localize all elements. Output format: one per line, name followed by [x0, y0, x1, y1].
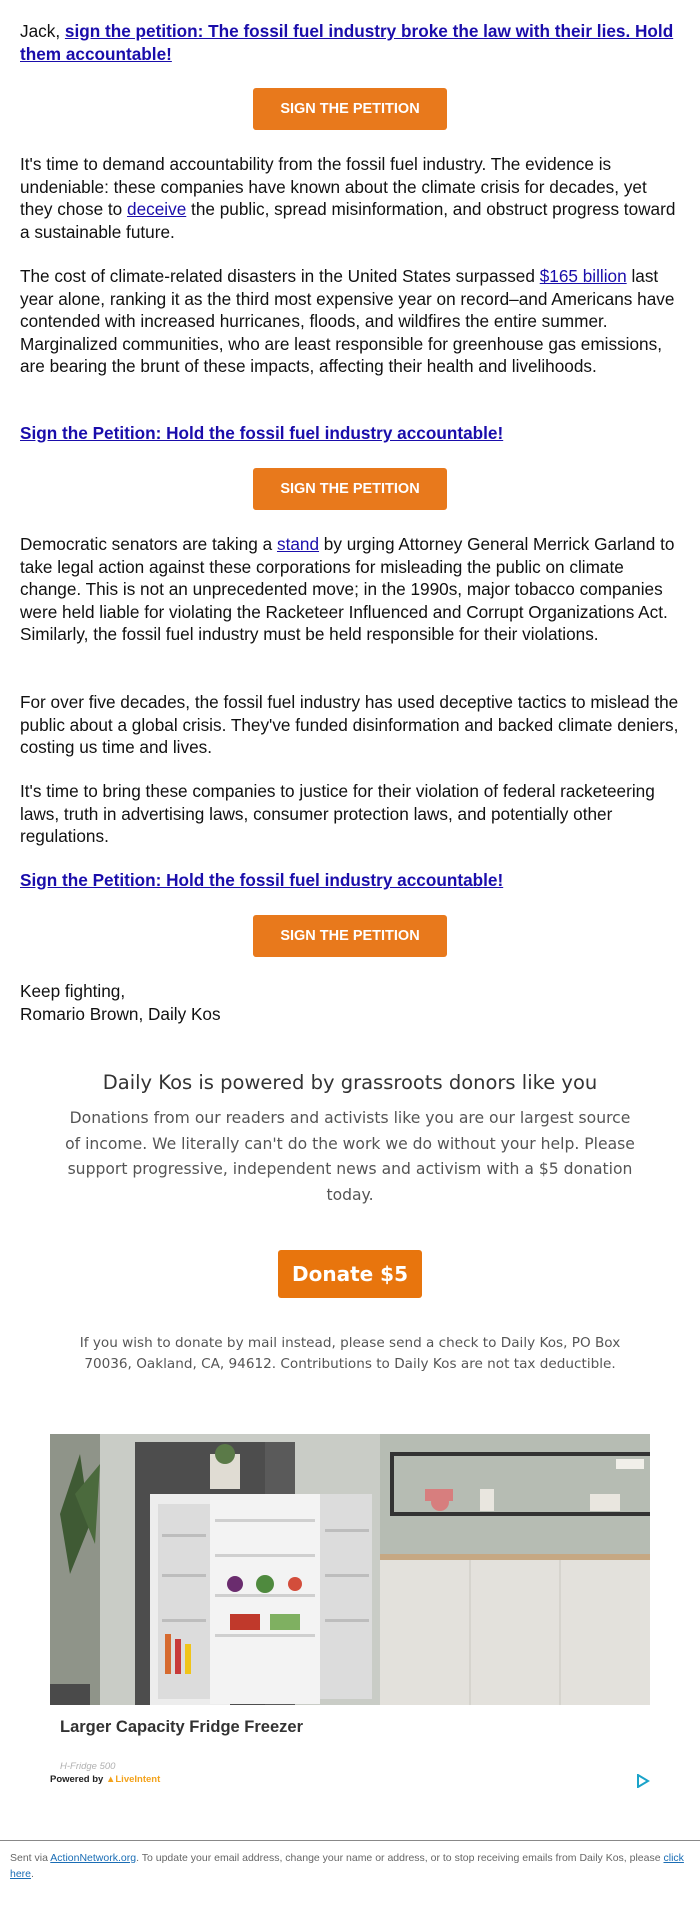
- paragraph-text: Democratic senators are taking a: [20, 534, 277, 554]
- liveintent-logo-icon: ▲: [105, 1774, 116, 1785]
- donate-button[interactable]: Donate $5: [278, 1250, 422, 1298]
- actionnetwork-link[interactable]: ActionNetwork.org: [50, 1852, 137, 1864]
- paragraph-text: the public, spread misinformation, and obstruct progress toward a sustainable future.: [20, 199, 676, 242]
- sign-petition-button-1[interactable]: SIGN THE PETITION: [253, 88, 447, 130]
- signoff-line-1: Keep fighting,: [20, 981, 126, 1001]
- deceive-link[interactable]: deceive: [127, 199, 187, 219]
- donor-section: [0, 1071, 700, 1208]
- advertisement[interactable]: [50, 1434, 650, 1785]
- mail-note-wrap: [0, 1333, 700, 1374]
- paragraph-accountability: [20, 153, 680, 243]
- donor-body: Donations from our readers and activists like you are our largest source of income. We literally can't do the work we do without your help. Please support progressive, independent news and activism with a $5 donation today.: [65, 1109, 635, 1204]
- paragraph-senators: [20, 533, 680, 646]
- paragraph-cost: [20, 265, 680, 378]
- powered-by-label: Powered by: [50, 1774, 104, 1785]
- petition-button-wrap-3: [20, 915, 680, 957]
- cta-petition-link-1[interactable]: Sign the Petition: Hold the fossil fuel industry accountable!: [20, 423, 504, 443]
- unsubscribe-link[interactable]: click here: [10, 1852, 684, 1880]
- stand-link[interactable]: stand: [276, 534, 320, 554]
- paragraph-text: last year alone, ranking it as the third most expensive year on record–and Americans have contended with increased hurricanes, floods, and wildfires the entire summer. Marginalized communities, who are least responsible for greenhouse gas emissions, are bearing the brunt of these impacts, affecting their health and livelihoods.: [20, 266, 675, 376]
- petition-button-wrap-1: [20, 88, 680, 130]
- cta-paragraph-1: [20, 422, 680, 445]
- paragraph-text: by urging Attorney General Merrick Garland to take legal action against these corporations for misleading the public on climate change. This is not an unprecedented move; in the 1990s, major tobacco companies were held liable for violating the Racketeer Influenced and Corrupt Organizations Act. Similarly, the fossil fuel industry must be held responsible for their violations.: [20, 534, 675, 644]
- signoff: [20, 980, 680, 1025]
- sign-petition-button-2[interactable]: SIGN THE PETITION: [253, 468, 447, 510]
- cta-paragraph-2: [20, 869, 680, 892]
- donate-button-wrap: [0, 1250, 700, 1298]
- paragraph-justice: It's time to bring these companies to justice for their violation of federal racketeering laws, truth in advertising laws, consumer protection laws, and potentially other regulations.: [20, 781, 655, 846]
- paragraph-five-decades: For over five decades, the fossil fuel industry has used deceptive tactics to mislead the public about a global crisis. They've funded disinformation and backed climate deniers, costing us time and lives.: [20, 692, 679, 757]
- paragraph-text: It's time to demand accountability from the fossil fuel industry. The evidence is undeniable: these companies have known about the climate crisis for decades, yet they chose to: [20, 154, 647, 219]
- footer: [10, 1850, 690, 1882]
- signoff-line-2: Romario Brown, Daily Kos: [20, 1003, 221, 1024]
- petition-intro-link[interactable]: sign the petition: The fossil fuel industry broke the law with their lies. Hold them accountable!: [20, 21, 674, 64]
- donor-title: Daily Kos is powered by grassroots donors like you: [102, 1071, 598, 1094]
- liveintent-brand: LiveIntent: [115, 1774, 161, 1785]
- greeting: Jack,: [20, 21, 65, 41]
- petition-button-wrap-2: [20, 468, 680, 510]
- billion-link[interactable]: $165 billion: [539, 266, 627, 286]
- ad-sponsor: H-Fridge 500: [60, 1761, 116, 1772]
- powered-by[interactable]: [50, 1774, 160, 1785]
- fridge-ad-image[interactable]: [50, 1434, 650, 1705]
- mail-donation-note: If you wish to donate by mail instead, please send a check to Daily Kos, PO Box 70036, Oakland, CA, 94612. Contributions to Daily Kos are not tax deductible.: [79, 1335, 621, 1372]
- cta-petition-link-2[interactable]: Sign the Petition: Hold the fossil fuel industry accountable!: [20, 870, 504, 890]
- footer-divider: [0, 1840, 700, 1841]
- intro-paragraph: [20, 20, 680, 65]
- sign-petition-button-3[interactable]: SIGN THE PETITION: [253, 915, 447, 957]
- footer-text: . To update your email address, change your name or address, or to stop receiving emails from Daily Kos, please: [136, 1852, 664, 1864]
- adchoices-icon[interactable]: [636, 1774, 650, 1788]
- footer-text: .: [31, 1868, 34, 1880]
- paragraph-text: The cost of climate-related disasters in the United States surpassed: [20, 266, 540, 286]
- footer-text: Sent via: [10, 1852, 51, 1864]
- ad-title[interactable]: Larger Capacity Fridge Freezer: [60, 1718, 304, 1736]
